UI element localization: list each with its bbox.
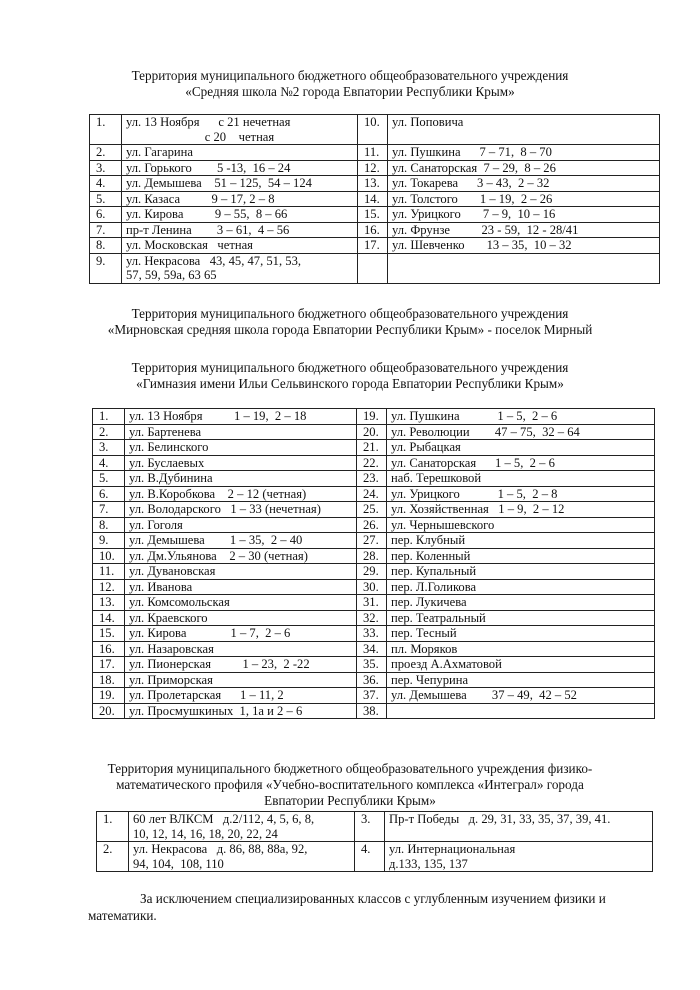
row-number: 13. xyxy=(358,176,388,192)
row-number: 20. xyxy=(357,424,387,440)
row-number: 34. xyxy=(357,641,387,657)
row-number: 1. xyxy=(93,409,125,425)
row-number: 32. xyxy=(357,610,387,626)
school2-heading-line1: Территория муниципального бюджетного общеобразовательного учреждения xyxy=(131,306,569,321)
table-row xyxy=(93,548,655,564)
row-number: 38. xyxy=(357,703,387,719)
row-number: 6. xyxy=(90,207,122,223)
street-entry: ул. Демышева 51 – 125, 54 – 124 xyxy=(122,176,358,192)
row-number: 21. xyxy=(357,440,387,456)
street-entry: наб. Терешковой xyxy=(387,471,655,487)
row-number: 11. xyxy=(358,145,388,161)
row-number: 8. xyxy=(93,517,125,533)
row-number: 14. xyxy=(358,191,388,207)
street-entry: пр-т Ленина 3 – 61, 4 – 56 xyxy=(122,222,358,238)
table-row xyxy=(90,238,660,254)
table-row xyxy=(93,688,655,704)
row-number: 11. xyxy=(93,564,125,580)
street-entry: ул. Просмушкиных 1, 1а и 2 – 6 xyxy=(125,703,357,719)
row-number: 16. xyxy=(358,222,388,238)
row-number: 16. xyxy=(93,641,125,657)
row-number: 13. xyxy=(93,595,125,611)
row-number: 28. xyxy=(357,548,387,564)
street-entry: ул. Пушкина 1 – 5, 2 – 6 xyxy=(387,409,655,425)
row-number: 19. xyxy=(93,688,125,704)
table-row xyxy=(93,657,655,673)
street-entry xyxy=(388,253,660,283)
row-number: 19. xyxy=(357,409,387,425)
street-entry: пер. Купальный xyxy=(387,564,655,580)
row-number: 8. xyxy=(90,238,122,254)
street-entry: ул. Пионерская 1 – 23, 2 -22 xyxy=(125,657,357,673)
row-number: 10. xyxy=(358,115,388,145)
school3-heading-line1: Территория муниципального бюджетного общеобразовательного учреждения xyxy=(131,360,569,375)
row-number: 17. xyxy=(93,657,125,673)
street-entry: ул. Московская четная xyxy=(122,238,358,254)
table-row xyxy=(93,533,655,549)
street-entry: ул. Рыбацкая xyxy=(387,440,655,456)
row-number: 12. xyxy=(358,160,388,176)
street-entry: ул. Санаторская 7 – 29, 8 – 26 xyxy=(388,160,660,176)
table-row xyxy=(93,502,655,518)
street-entry: ул. Шевченко 13 – 35, 10 – 32 xyxy=(388,238,660,254)
row-number: 5. xyxy=(93,471,125,487)
row-number: 4. xyxy=(90,176,122,192)
school4-heading-line1: Территория муниципального бюджетного общеобразовательного учреждения физико- xyxy=(107,761,593,776)
row-number: 17. xyxy=(358,238,388,254)
table-row xyxy=(93,471,655,487)
street-entry: ул. Кирова 9 – 55, 8 – 66 xyxy=(122,207,358,223)
row-number: 7. xyxy=(90,222,122,238)
street-entry: ул. Урицкого 7 – 9, 10 – 16 xyxy=(388,207,660,223)
street-entry: ул. Гагарина xyxy=(122,145,358,161)
table-row xyxy=(93,703,655,719)
row-number: 29. xyxy=(357,564,387,580)
table-row xyxy=(93,564,655,580)
row-number: 3. xyxy=(355,812,385,842)
street-entry: ул. Некрасова 43, 45, 47, 51, 53, 57, 59, 59а, 63 65 xyxy=(122,253,358,283)
street-entry: пер. Тесный xyxy=(387,626,655,642)
street-entry: ул. Санаторская 1 – 5, 2 – 6 xyxy=(387,455,655,471)
street-entry: ул. Приморская xyxy=(125,672,357,688)
row-number: 22. xyxy=(357,455,387,471)
street-entry xyxy=(387,703,655,719)
table-row xyxy=(93,455,655,471)
street-entry: ул. Революции 47 – 75, 32 – 64 xyxy=(387,424,655,440)
street-entry: пер. Коленный xyxy=(387,548,655,564)
street-entry: ул. Горького 5 -13, 16 – 24 xyxy=(122,160,358,176)
table-row xyxy=(93,424,655,440)
street-entry: пер. Театральный xyxy=(387,610,655,626)
street-entry: ул. Интернациональная д.133, 135, 137 xyxy=(385,842,653,872)
row-number: 23. xyxy=(357,471,387,487)
school4-heading-line3: Евпатории Республики Крым» xyxy=(264,793,436,808)
row-number: 3. xyxy=(93,440,125,456)
row-number: 18. xyxy=(93,672,125,688)
row-number: 2. xyxy=(90,145,122,161)
row-number: 27. xyxy=(357,533,387,549)
row-number: 6. xyxy=(93,486,125,502)
street-entry: ул. В.Дубинина xyxy=(125,471,357,487)
table-row xyxy=(90,253,660,283)
school1-table xyxy=(89,114,660,284)
exclusion-note: За исключением специализированных классов с углубленным изучением физики и математики. xyxy=(88,891,606,923)
street-entry: ул. Токарева 3 – 43, 2 – 32 xyxy=(388,176,660,192)
street-entry: ул. Комсомольская xyxy=(125,595,357,611)
table-row xyxy=(93,486,655,502)
row-number: 35. xyxy=(357,657,387,673)
row-number: 3. xyxy=(90,160,122,176)
school4-heading-line2: математического профиля «Учебно-воспитательного комплекса «Интеграл» города xyxy=(116,777,584,792)
table-row xyxy=(90,222,660,238)
table-row xyxy=(90,191,660,207)
table-row xyxy=(97,812,653,842)
street-entry: ул. Бартенева xyxy=(125,424,357,440)
table-row xyxy=(93,440,655,456)
street-entry: ул. Пушкина 7 – 71, 8 – 70 xyxy=(388,145,660,161)
row-number: 25. xyxy=(357,502,387,518)
row-number: 15. xyxy=(358,207,388,223)
street-entry: ул. Гоголя xyxy=(125,517,357,533)
street-entry: ул. Дувановская xyxy=(125,564,357,580)
street-entry: ул. 13 Ноября с 21 нечетная с 20 четная xyxy=(122,115,358,145)
row-number: 9. xyxy=(93,533,125,549)
street-entry: пер. Лукичева xyxy=(387,595,655,611)
street-entry: 60 лет ВЛКСМ д.2/112, 4, 5, 6, 8, 10, 12, 14, 16, 18, 20, 22, 24 xyxy=(129,812,355,842)
table-row xyxy=(90,145,660,161)
row-number: 9. xyxy=(90,253,122,283)
street-entry: Пр-т Победы д. 29, 31, 33, 35, 37, 39, 41. xyxy=(385,812,653,842)
street-entry: ул. Хозяйственная 1 – 9, 2 – 12 xyxy=(387,502,655,518)
street-entry: ул. Поповича xyxy=(388,115,660,145)
row-number: 30. xyxy=(357,579,387,595)
school1-heading-line1: Территория муниципального бюджетного общеобразовательного учреждения xyxy=(131,68,569,83)
row-number: 1. xyxy=(90,115,122,145)
school1-heading-line2: «Средняя школа №2 города Евпатории Республики Крым» xyxy=(185,84,515,99)
school4-table xyxy=(96,811,653,872)
table-row xyxy=(93,626,655,642)
row-number: 2. xyxy=(93,424,125,440)
row-number: 2. xyxy=(97,842,129,872)
street-entry: ул. Урицкого 1 – 5, 2 – 8 xyxy=(387,486,655,502)
row-number: 5. xyxy=(90,191,122,207)
table-row xyxy=(93,672,655,688)
row-number: 1. xyxy=(97,812,129,842)
school3-heading-line2: «Гимназия имени Ильи Сельвинского города Евпатории Республики Крым» xyxy=(136,376,564,391)
street-entry: ул. Демышева 37 – 49, 42 – 52 xyxy=(387,688,655,704)
row-number: 24. xyxy=(357,486,387,502)
street-entry: ул. Пролетарская 1 – 11, 2 xyxy=(125,688,357,704)
row-number: 4. xyxy=(355,842,385,872)
street-entry: пл. Моряков xyxy=(387,641,655,657)
street-entry: ул. Краевского xyxy=(125,610,357,626)
row-number xyxy=(358,253,388,283)
table-row xyxy=(93,595,655,611)
street-entry: ул. Чернышевского xyxy=(387,517,655,533)
table-row xyxy=(93,610,655,626)
row-number: 31. xyxy=(357,595,387,611)
row-number: 10. xyxy=(93,548,125,564)
street-entry: ул. Буслаевых xyxy=(125,455,357,471)
school1-heading xyxy=(60,68,640,100)
row-number: 7. xyxy=(93,502,125,518)
table-row xyxy=(93,517,655,533)
table-row xyxy=(97,842,653,872)
street-entry: ул. 13 Ноября 1 – 19, 2 – 18 xyxy=(125,409,357,425)
street-entry: ул. Иванова xyxy=(125,579,357,595)
street-entry: ул. Володарского 1 – 33 (нечетная) xyxy=(125,502,357,518)
street-entry: пер. Клубный xyxy=(387,533,655,549)
row-number: 20. xyxy=(93,703,125,719)
row-number: 37. xyxy=(357,688,387,704)
table-row xyxy=(93,579,655,595)
table-row xyxy=(90,176,660,192)
street-entry: ул. Фрунзе 23 - 59, 12 - 28/41 xyxy=(388,222,660,238)
street-entry: пер. Чепурина xyxy=(387,672,655,688)
street-entry: ул. Казаса 9 – 17, 2 – 8 xyxy=(122,191,358,207)
street-entry: ул. Демышева 1 – 35, 2 – 40 xyxy=(125,533,357,549)
street-entry: ул. Белинского xyxy=(125,440,357,456)
street-entry: ул. Кирова 1 – 7, 2 – 6 xyxy=(125,626,357,642)
row-number: 12. xyxy=(93,579,125,595)
table-row xyxy=(90,207,660,223)
street-entry: ул. В.Коробкова 2 – 12 (четная) xyxy=(125,486,357,502)
street-entry: пер. Л.Голикова xyxy=(387,579,655,595)
street-entry: проезд А.Ахматовой xyxy=(387,657,655,673)
row-number: 36. xyxy=(357,672,387,688)
row-number: 14. xyxy=(93,610,125,626)
street-entry: ул. Дм.Ульянова 2 – 30 (четная) xyxy=(125,548,357,564)
row-number: 4. xyxy=(93,455,125,471)
row-number: 26. xyxy=(357,517,387,533)
row-number: 33. xyxy=(357,626,387,642)
table-row xyxy=(90,115,660,145)
street-entry: ул. Назаровская xyxy=(125,641,357,657)
school3-heading xyxy=(60,360,640,392)
table-row xyxy=(90,160,660,176)
school4-heading xyxy=(60,761,640,809)
street-entry: ул. Толстого 1 – 19, 2 – 26 xyxy=(388,191,660,207)
school2-heading xyxy=(60,306,640,338)
table-row xyxy=(93,409,655,425)
table-row xyxy=(93,641,655,657)
street-entry: ул. Некрасова д. 86, 88, 88а, 92, 94, 104, 108, 110 xyxy=(129,842,355,872)
school3-table xyxy=(92,408,655,719)
row-number: 15. xyxy=(93,626,125,642)
school2-heading-line2: «Мирновская средняя школа города Евпатории Республики Крым» - поселок Мирный xyxy=(107,322,593,337)
